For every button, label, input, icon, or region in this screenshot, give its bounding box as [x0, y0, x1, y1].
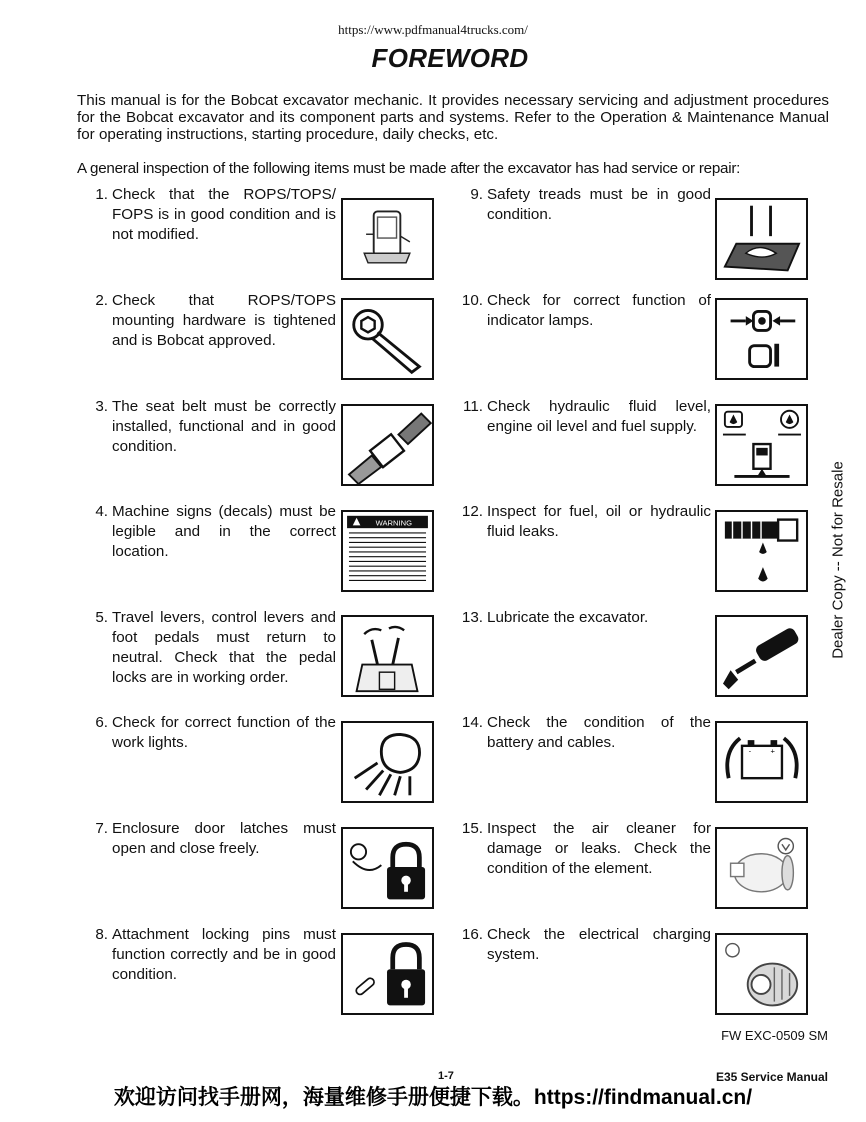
item-text: Check that the ROPS/TOPS/ FOPS is in good condition and is not modified.	[112, 186, 336, 243]
page-title: FOREWORD	[371, 43, 529, 73]
item-number: 5.	[95, 609, 108, 626]
seat-belt-icon	[341, 404, 434, 486]
manual-name: E35 Service Manual	[715, 1070, 828, 1084]
item-text: Lubricate the excavator.	[487, 609, 649, 626]
item-number: 2.	[95, 292, 108, 309]
safety-tread-icon	[715, 198, 808, 280]
item-number: 7.	[95, 820, 108, 837]
item-text: Inspect the air cleaner for damage or leaks. Check the condition of the element.	[487, 820, 711, 877]
grease-gun-icon	[715, 615, 808, 697]
work-light-icon	[341, 721, 434, 803]
item-number: 15.	[461, 820, 483, 837]
inspection-lead-text: A general inspection of the following items must be made after the excavator has had service or repair:	[77, 160, 741, 177]
svg-text:-: -	[748, 746, 752, 756]
item-number: 12.	[461, 503, 483, 520]
svg-text:+: +	[770, 746, 775, 756]
item-number: 14.	[461, 714, 483, 731]
download-banner[interactable]: 欢迎访问找手册网，海量维修手册便捷下载。https://findmanual.cn/	[113, 1086, 753, 1109]
item-text: Check for correct function of indicator lamps.	[487, 292, 711, 329]
item-text: Check the condition of the battery and cables.	[487, 714, 711, 751]
control-levers-icon	[341, 615, 434, 697]
item-text: The seat belt must be correctly installed, functional and in good condition.	[112, 398, 336, 455]
rops-cab-icon	[341, 198, 434, 280]
alternator-icon	[715, 933, 808, 1015]
wrench-icon	[341, 298, 434, 380]
air-cleaner-icon	[715, 827, 808, 909]
page-number: 1-7	[438, 1070, 454, 1082]
item-number: 6.	[95, 714, 108, 731]
item-text: Check that ROPS/TOPS mounting hardware is tightened and is Bobcat approved.	[112, 292, 336, 349]
fluid-leak-icon	[715, 510, 808, 592]
item-text: Machine signs (decals) must be legible and in the correct location.	[112, 503, 336, 560]
item-number: 1.	[95, 186, 108, 203]
battery-icon	[715, 721, 808, 803]
item-number: 3.	[95, 398, 108, 415]
item-number: 16.	[461, 926, 483, 943]
decal-warning-label: WARNING	[375, 518, 413, 528]
side-watermark: Dealer Copy -- Not for Resale	[829, 461, 847, 659]
item-number: 9.	[470, 186, 483, 203]
indicator-lamps-icon	[715, 298, 808, 380]
item-text: Inspect for fuel, oil or hydraulic fluid leaks.	[487, 503, 711, 540]
item-number: 11.	[463, 398, 483, 415]
item-text: Check hydraulic fluid level, engine oil level and fuel supply.	[487, 398, 711, 435]
item-number: 10.	[461, 292, 483, 309]
locking-pin-icon	[341, 933, 434, 1015]
item-number: 13.	[461, 609, 483, 626]
item-text: Attachment locking pins must function correctly and be in good condition.	[112, 926, 336, 983]
item-text: Safety treads must be in good condition.	[487, 186, 711, 223]
figure-code: FW EXC-0509 SM	[721, 1028, 828, 1043]
item-number: 4.	[95, 503, 108, 520]
source-url[interactable]: https://www.pdfmanual4trucks.com/	[338, 22, 528, 37]
item-text: Travel levers, control levers and foot pedals must return to neutral. Check that the pedal locks are in working order.	[112, 609, 336, 686]
item-text: Check the electrical charging system.	[487, 926, 711, 963]
intro-paragraph: This manual is for the Bobcat excavator mechanic. It provides necessary servicing and adjustment procedures for the Bobcat excavator and its component parts and systems. Refer to the Operation & Maintenance Manual for operating instructions, starting procedure, daily checks, etc.	[77, 92, 829, 143]
door-latch-lock-icon	[341, 827, 434, 909]
item-number: 8.	[95, 926, 108, 943]
item-text: Check for correct function of the work lights.	[112, 714, 336, 751]
fluid-levels-icon	[715, 404, 808, 486]
warning-decal-icon	[341, 510, 434, 592]
item-text: Enclosure door latches must open and close freely.	[112, 820, 336, 857]
